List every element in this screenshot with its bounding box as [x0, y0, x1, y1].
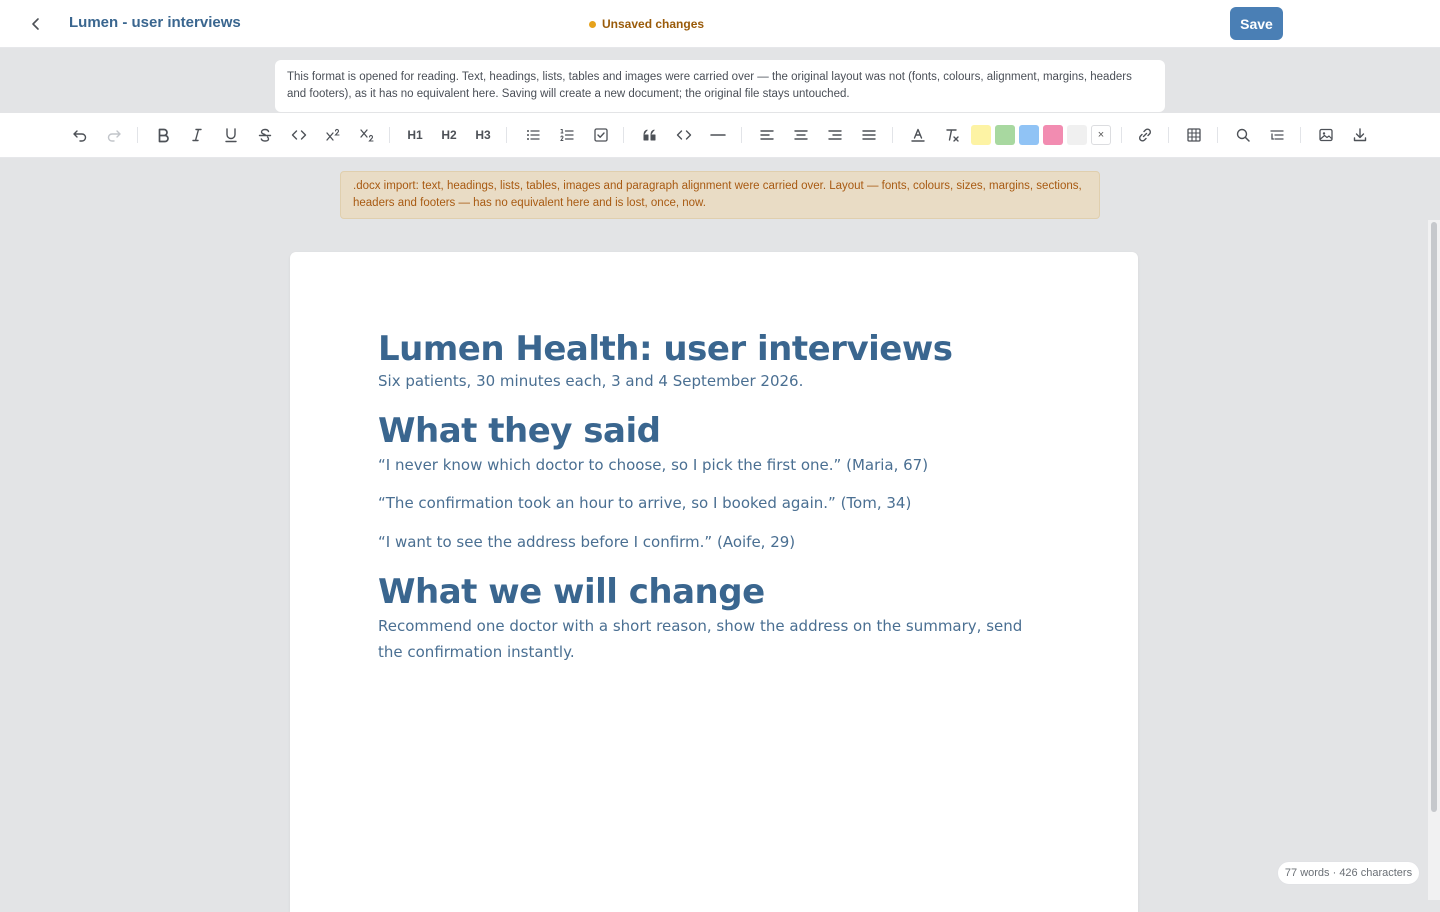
- strikethrough-button[interactable]: [253, 123, 277, 147]
- status-dot-icon: [589, 21, 596, 28]
- link-button[interactable]: [1133, 123, 1157, 147]
- document-title: Lumen - user interviews: [69, 14, 241, 31]
- undo-button[interactable]: [68, 123, 92, 147]
- italic-button[interactable]: [185, 123, 209, 147]
- toolbar-divider: [1217, 127, 1218, 143]
- word-count-badge: 77 words · 426 characters: [1277, 861, 1420, 885]
- insert-image-button[interactable]: [1314, 123, 1338, 147]
- section-heading-what-we-will-change: What we will change: [378, 572, 765, 612]
- highlight-pink-swatch[interactable]: [1043, 125, 1063, 145]
- superscript-button[interactable]: [321, 123, 345, 147]
- vertical-scrollbar[interactable]: [1428, 220, 1440, 900]
- toolbar-divider: [1168, 127, 1169, 143]
- horizontal-rule-icon: [710, 127, 726, 143]
- toolbar-divider: [741, 127, 742, 143]
- heading-2-button[interactable]: H2: [441, 128, 457, 142]
- quote-paragraph: “The confirmation took an hour to arrive, so I booked again.” (Tom, 34): [378, 494, 912, 512]
- align-right-button[interactable]: [823, 123, 847, 147]
- toolbar-divider: [623, 127, 624, 143]
- align-right-icon: [827, 127, 843, 143]
- clear-formatting-button[interactable]: [940, 123, 964, 147]
- back-button[interactable]: [24, 12, 48, 36]
- highlight-blue-swatch[interactable]: [1019, 125, 1039, 145]
- text-color-button[interactable]: [906, 123, 930, 147]
- formatting-toolbar: [0, 113, 1440, 158]
- clear-highlight-button[interactable]: ×: [1091, 125, 1111, 145]
- change-paragraph: Recommend one doctor with a short reason, show the address on the summary, send the confirmation instantly.: [378, 617, 1023, 661]
- checkbox-icon: [593, 127, 609, 143]
- document-page: [290, 252, 1138, 912]
- download-button[interactable]: [1348, 123, 1372, 147]
- numbered-list-button[interactable]: [555, 123, 579, 147]
- redo-button[interactable]: [102, 123, 126, 147]
- toolbar-divider: [1121, 127, 1122, 143]
- code-block-icon: [676, 127, 692, 143]
- blockquote-button[interactable]: [638, 123, 662, 147]
- quote-icon: [642, 127, 658, 143]
- align-justify-icon: [861, 127, 877, 143]
- link-icon: [1137, 127, 1153, 143]
- quote-paragraph: “I never know which doctor to choose, so I pick the first one.” (Maria, 67): [378, 456, 929, 474]
- toolbar-divider: [506, 127, 507, 143]
- unsaved-status-label: Unsaved changes: [602, 17, 705, 31]
- scrollbar-thumb[interactable]: [1431, 222, 1437, 812]
- top-bar: [0, 0, 1440, 48]
- subscript-button[interactable]: [355, 123, 379, 147]
- document-subtitle: Six patients, 30 minutes each, 3 and 4 September 2026.: [378, 372, 804, 390]
- underline-button[interactable]: [219, 123, 243, 147]
- bullet-list-icon: [525, 127, 541, 143]
- strikethrough-icon: [257, 127, 273, 143]
- read-only-format-notice: This format is opened for reading. Text, headings, lists, tables and images were carried over — the original layout was not (fonts, colours, alignment, margins, headers and footers), as it has no equivalent here. Saving will create a new document; the original file stays untouched.: [275, 60, 1165, 112]
- clear-formatting-icon: [944, 127, 960, 143]
- outline-icon: [1269, 127, 1285, 143]
- document-content[interactable]: [378, 328, 1038, 665]
- task-list-button[interactable]: [589, 123, 613, 147]
- insert-table-button[interactable]: [1182, 123, 1206, 147]
- outline-button[interactable]: [1265, 123, 1289, 147]
- download-icon: [1352, 127, 1368, 143]
- heading-1-button[interactable]: H1: [407, 128, 423, 142]
- import-warning-banner: .docx import: text, headings, lists, tables, images and paragraph alignment were carried over. Layout — fonts, colours, sizes, margins, sections, headers and footers — has no equivalent here and is lost, once, now.: [340, 171, 1100, 219]
- unsaved-status: [589, 17, 704, 31]
- text-color-icon: [910, 127, 926, 143]
- search-icon: [1235, 127, 1251, 143]
- heading-3-button[interactable]: H3: [475, 128, 491, 142]
- align-center-button[interactable]: [789, 123, 813, 147]
- save-button[interactable]: Save: [1230, 7, 1283, 40]
- toolbar-divider: [389, 127, 390, 143]
- align-left-button[interactable]: [755, 123, 779, 147]
- section-heading-what-they-said: What they said: [378, 411, 661, 451]
- highlight-green-swatch[interactable]: [995, 125, 1015, 145]
- code-icon: [291, 127, 307, 143]
- bullet-list-button[interactable]: [521, 123, 545, 147]
- document-heading: Lumen Health: user interviews: [378, 329, 953, 369]
- table-icon: [1186, 127, 1202, 143]
- redo-icon: [106, 127, 122, 143]
- align-justify-button[interactable]: [857, 123, 881, 147]
- quote-paragraph: “I want to see the address before I confirm.” (Aoife, 29): [378, 533, 796, 551]
- italic-icon: [189, 127, 205, 143]
- highlight-yellow-swatch[interactable]: [971, 125, 991, 145]
- horizontal-rule-button[interactable]: [706, 123, 730, 147]
- numbered-list-icon: [559, 127, 575, 143]
- highlight-gray-swatch[interactable]: [1067, 125, 1087, 145]
- superscript-icon: [325, 127, 341, 143]
- bold-button[interactable]: [151, 123, 175, 147]
- chevron-left-icon: [28, 16, 44, 32]
- bold-icon: [155, 127, 171, 143]
- toolbar-divider: [892, 127, 893, 143]
- subscript-icon: [359, 127, 375, 143]
- align-center-icon: [793, 127, 809, 143]
- find-button[interactable]: [1231, 123, 1255, 147]
- inline-code-button[interactable]: [287, 123, 311, 147]
- image-icon: [1318, 127, 1334, 143]
- align-left-icon: [759, 127, 775, 143]
- undo-icon: [72, 127, 88, 143]
- underline-icon: [223, 127, 239, 143]
- toolbar-divider: [137, 127, 138, 143]
- toolbar-divider: [1300, 127, 1301, 143]
- code-block-button[interactable]: [672, 123, 696, 147]
